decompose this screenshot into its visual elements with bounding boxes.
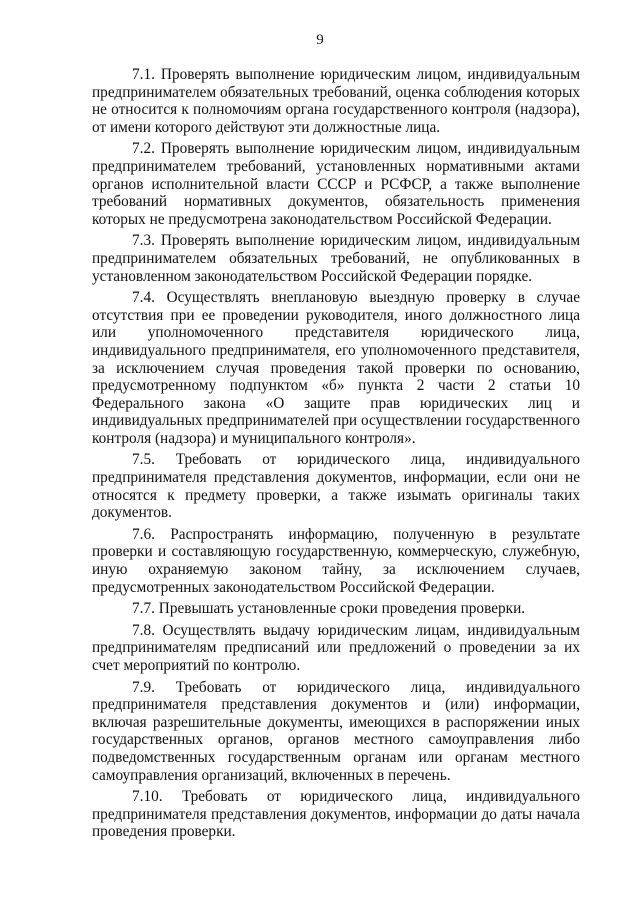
paragraph-7-1: 7.1. Проверять выполнение юридическим лицом, индивидуальным предпринимателем обязательных требований, оценка соблюдения которых не относится к полномочиям органа государственного контроля (надзора), от имени которого действуют эти должностные лица. bbox=[92, 66, 580, 136]
paragraph-7-7: 7.7. Превышать установленные сроки проведения проверки. bbox=[132, 600, 526, 618]
paragraph-7-6: 7.6. Распространять информацию, полученную в результате проверки и составляющую государственную, коммерческую, служебную, иную охраняемую законом тайну, за исключением случаев, предусмотренных законодательством Российской Федерации. bbox=[92, 525, 580, 596]
paragraph-7-5: 7.5. Требовать от юридического лица, индивидуального предпринимателя представления документов, информации, если они не относятся к предмету проверки, а также изымать оригиналы таких документов. bbox=[92, 451, 580, 522]
paragraph-7-8: 7.8. Осуществлять выдачу юридическим лицам, индивидуальным предпринимателям предписаний или предложений о проведении за их счет мероприятий по контролю. bbox=[92, 621, 580, 674]
paragraph-7-10: 7.10. Требовать от юридического лица, индивидуального предпринимателя представления документов, информации до даты начала проведения проверки. bbox=[92, 788, 580, 841]
paragraph-7-4: 7.4. Осуществлять внеплановую выездную проверку в случае отсутствия при ее проведении руководителя, иного должностного лица или уполномоченного представителя юридического лица, индивидуального предпринимателя, его уполномоченного представителя, за исключением случая проведения такой проверки по основанию, предусмотренному подпунктом «б» пункта 2 части 2 статьи 10 Федерального закона «О защите прав юридических лиц и индивидуальных предпринимателей при осуществлении государственного контроля (надзора) и муниципального контроля». bbox=[92, 289, 580, 447]
paragraph-7-9: 7.9. Требовать от юридического лица, индивидуального предпринимателя представления документов и (или) информации, включая разрешительные документы, имеющихся в распоряжении иных государственных органов, органов местного самоуправления либо подведомственных государственным органам или органам местного самоуправления организаций, включенных в перечень. bbox=[92, 678, 580, 784]
paragraph-7-2: 7.2. Проверять выполнение юридическим лицом, индивидуальным предпринимателем требований, установленных нормативными актами органов исполнительной власти СССР и РСФСР, а также выполнение требований нормативных документов, обязательность применения которых не предусмотрена законодательством Российской Федерации. bbox=[92, 140, 580, 228]
paragraph-7-3: 7.3. Проверять выполнение юридическим лицом, индивидуальным предпринимателем обязательных требований, не опубликованных в установленном законодательством Российской Федерации порядке. bbox=[92, 232, 580, 285]
page-number: 9 bbox=[316, 32, 324, 48]
document-body bbox=[92, 66, 580, 845]
